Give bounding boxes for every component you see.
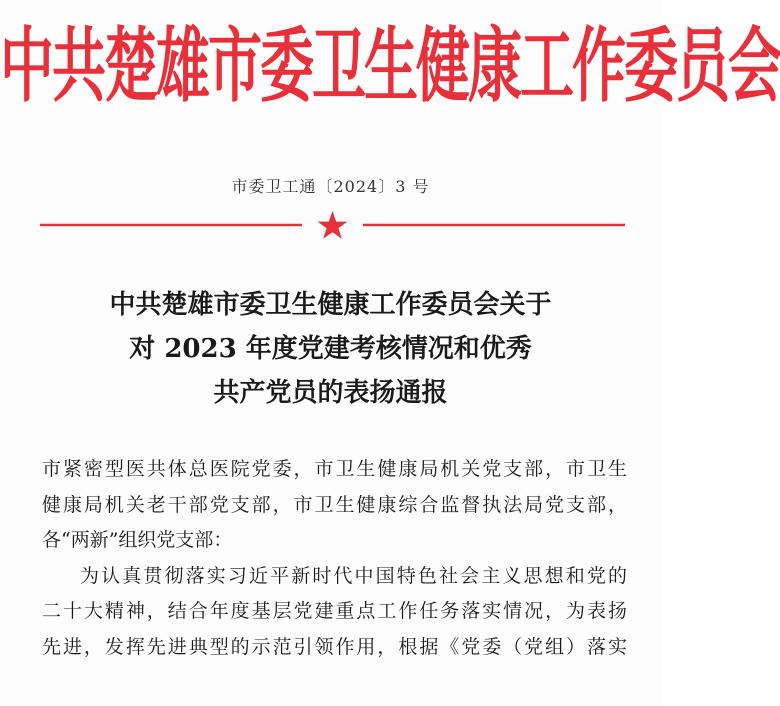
- addressee-line-3: 各“两新”组织党支部：: [42, 529, 233, 551]
- notice-title: [0, 283, 661, 415]
- document-number: 市委卫工通〔2024〕3 号: [231, 177, 430, 196]
- notice-body: [42, 452, 627, 665]
- paragraph-line-3: 先进，发挥先进典型的示范引领作用，根据《党委（党组）落实: [42, 635, 627, 658]
- red-separator: [40, 210, 625, 240]
- paragraph-line-1: 为认真贯彻落实习近平新时代中国特色社会主义思想和党的: [80, 564, 627, 587]
- title-line-1: 中共楚雄市委卫生健康工作委员会关于: [109, 290, 552, 320]
- title-line-2: 对 2023 年度党建考核情况和优秀: [129, 334, 532, 364]
- paragraph-line-2: 二十大精神，结合年度基层党建重点工作任务落实情况，为表扬: [42, 600, 627, 622]
- masthead-title: 中共楚雄市委卫生健康工作委员会: [0, 19, 780, 114]
- addressee-line-1: 市紧密型医共体总医院党委，市卫生健康局机关党支部，市卫生: [42, 458, 627, 480]
- title-line-3: 共产党员的表扬通报: [213, 378, 448, 408]
- addressee-line-2: 健康局机关老干部党支部，市卫生健康综合监督执法局党支部，: [42, 493, 627, 516]
- star-icon: [318, 211, 348, 239]
